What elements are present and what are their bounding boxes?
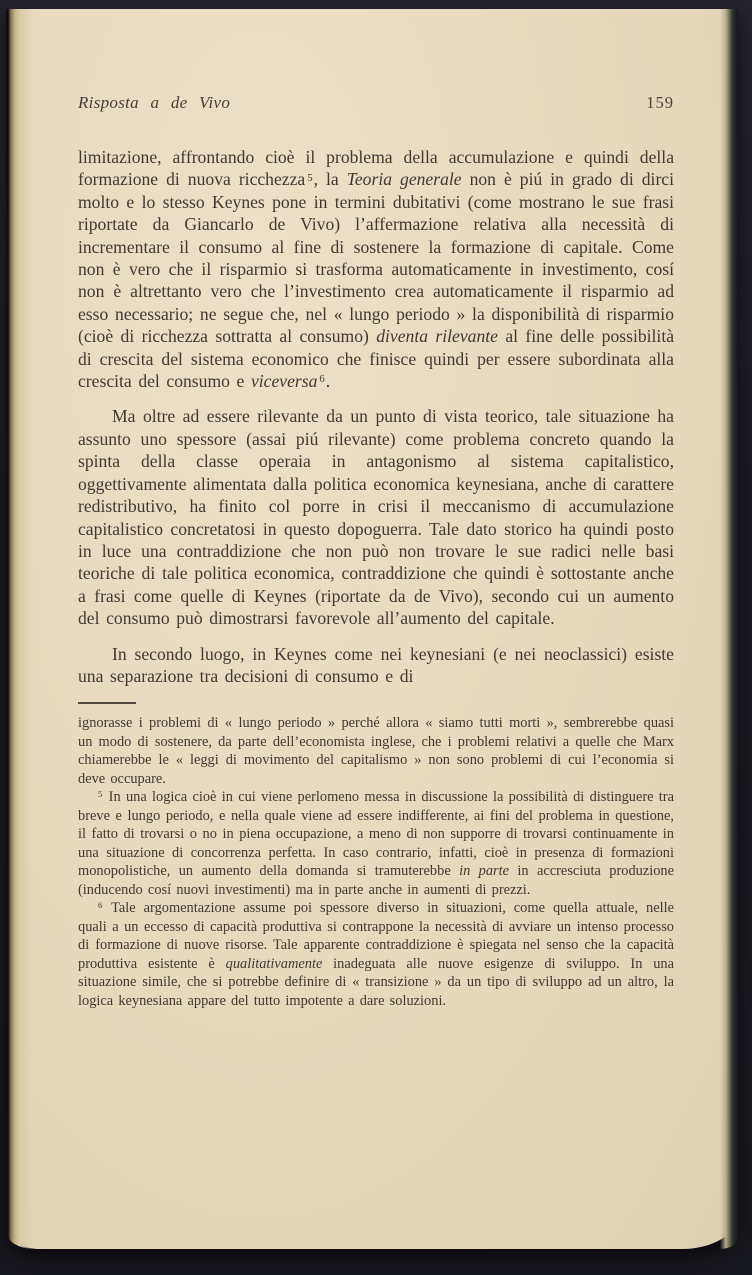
- footnote-separator: [78, 702, 136, 704]
- footnote-ref-number: 5: [98, 789, 103, 800]
- body-text: [78, 146, 674, 687]
- text-run: Tale argomentazione assume poi spessore diverso in situazioni, come quella attuale, nelle quali a un eccesso di capacità produttiva si contrappone la necessità di avviare un intenso processo di formazione di nuove risorse. Tale apparente contraddizione è spiegata nel senso che la capacità produttiva esistente è: [78, 900, 674, 972]
- text-run: In secondo luogo, in Keynes come nei keynesiani (e nei neoclassici) esiste una separazione tra decisioni di consumo e di: [78, 643, 674, 686]
- body-paragraph: [78, 146, 674, 392]
- body-paragraph: [78, 405, 674, 629]
- page-number: 159: [646, 93, 674, 112]
- text-run: , la: [313, 169, 347, 190]
- italic-text-run: Teoria generale: [346, 169, 462, 190]
- body-paragraph: [78, 643, 674, 688]
- text-run: non è piú in grado di dirci molto e lo stesso Keynes pone in termini dubitativi (come mostrano le sue frasi riportate da Giancarlo de Vivo) l’affermazione relativa alla necessità di incrementare il consumo al fine di sostenere la formazione di capitale. Come non è vero che il risparmio si trasforma automaticamente in investimento, cosí non è altrettanto vero che l’investimento crea automaticamente il risparmio ad esso necessario; ne segue che, nel « lungo periodo » la disponibilità di risparmio (cioè di ricchezza sottratta al consumo): [78, 169, 674, 347]
- header-title: Risposta a de Vivo: [78, 93, 231, 112]
- footnote-ref-number: 6: [319, 373, 325, 386]
- footnote-ref-number: 5: [307, 171, 313, 184]
- italic-text-run: diventa rilevante: [376, 326, 498, 347]
- text-run: al fine delle possibilità di crescita del sistema economico che finisce quindi per essere subordinata alla crescita del consumo e: [78, 326, 675, 392]
- book-page: [6, 9, 738, 1249]
- footnotes: [78, 714, 674, 1010]
- text-run: limitazione, affrontando cioè il problema della accumulazione e quindi della formazione di nuova ricchezza: [78, 147, 674, 190]
- text-run: ignorasse i problemi di « lungo periodo » perché allora « siamo tutti morti », sembrerebbe quasi un modo di sostenere, da parte dell’economista inglese, che i problemi relativi a quelle che Marx chiamerebbe le « leggi di movimento del capitalismo » non sono problemi di cui l’economia si deve occupare.: [78, 715, 674, 787]
- footnote-paragraph: [78, 714, 674, 788]
- footnote-paragraph: [78, 788, 674, 899]
- footnote-paragraph: [78, 899, 674, 1010]
- running-header: [78, 93, 674, 113]
- text-run: In una logica cioè in cui viene perlomeno messa in discussione la possibilità di distinguere tra breve e lungo periodo, e nella quale viene ad essere indifferente, ai fini del problema in questione, il fatto di trovarsi o no in piena occupazione, a meno di non supporre di trovarsi continuamente in una situazione di concorrenza perfetta. In caso contrario, infatti, cioè in presenza di formazioni monopolistiche, un aumento della domanda si tramuterebbe: [78, 789, 674, 880]
- page-content: [6, 9, 738, 1249]
- text-run: in accresciuta produzione (inducendo cosí nuovi investimenti) ma in parte anche in aumenti di prezzi.: [78, 863, 674, 898]
- text-run: Ma oltre ad essere rilevante da un punto di vista teorico, tale situazione ha assunto uno spessore (assai piú rilevante) come problema concreto quando la spinta della classe operaia in antagonismo al sistema capitalistico, oggettivamente alimentata dalla politica economica keynesiana, anche di carattere redistributivo, ha finito col porre in crisi il meccanismo di accumulazione capitalistico concretatosi in questo dopoguerra. Tale dato storico ha quindi posto in luce una contraddizione che non può non trovare le sue radici nelle basi teoriche di tale politica economica, contraddizione che quindi è sottostante anche a frasi come quelle di Keynes (riportate da de Vivo), secondo cui un aumento del consumo può dimostrarsi favorevole all’aumento del capitale.: [78, 406, 674, 629]
- text-run: .: [325, 371, 331, 392]
- italic-text-run: qualitativamente: [225, 955, 323, 972]
- italic-text-run: in parte: [459, 863, 510, 880]
- text-run: inadeguata alle nuove esigenze di sviluppo. In una situazione simile, che si potrebbe definire di « transizione » da un tipo di sviluppo ad un altro, la logica keynesiana appare del tutto impotente a dare soluzioni.: [78, 955, 675, 1009]
- italic-text-run: viceversa: [250, 371, 318, 392]
- footnote-ref-number: 6: [98, 900, 103, 911]
